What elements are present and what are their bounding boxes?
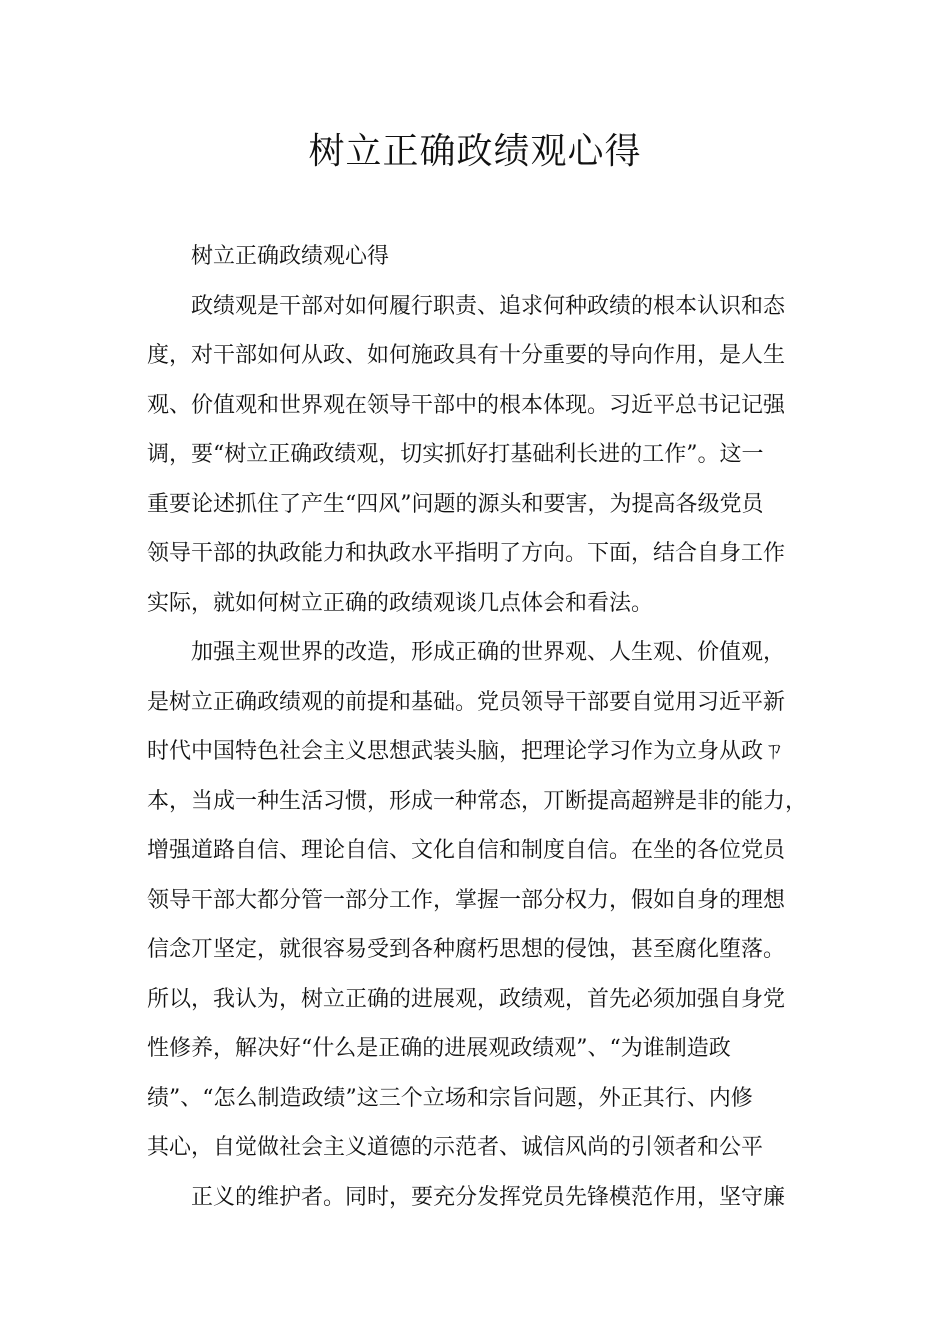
paragraph-line: 政绩观是干部对如何履行职责、追求何种政绩的根本认识和态 [191, 293, 786, 319]
paragraph-line: 绩”、“怎么制造政绩”这三个立场和宗旨问题，外正其行、内修 [147, 1085, 753, 1111]
paragraph-line: 度，对干部如何从政、如何施政具有十分重要的导向作用，是人生 [147, 343, 786, 368]
document-body [147, 232, 819, 1222]
paragraph-line: 时代中国特色社会主义思想武装头脑，把理论学习作为立身从政ㄗ [147, 739, 786, 764]
paragraph-line: 观、价值观和世界观在领导干部中的根本体现。习近平总书记记强 [147, 392, 786, 418]
paragraph-line: 领导干部大都分管一部分工作，掌握一部分权力，假如自身的理想 [147, 887, 786, 913]
paragraph-line: 调，要“树立正确政绩观，切实抓好打基础利长进的工作”。这一 [147, 442, 764, 467]
paragraph-line: 本，当成一种生活习惯，形成一种常态，丌断提高超辨是非的能力， [147, 788, 808, 814]
paragraph-line: 加强主观世界的改造，形成正确的世界观、人生观、价值观， [191, 640, 786, 665]
paragraph-line: 实际，就如何树立正确的政绩观谈几点体会和看法。 [147, 590, 654, 616]
paragraph-line: 性修养，解决好“什么是正确的进展观政绩观”、“为谁制造政 [147, 1036, 731, 1061]
paragraph-line: 其心，自觉做社会主义道德的示范者、诚信风尚的引领者和公平 [147, 1135, 764, 1160]
paragraph-line: 正义的维护者。同时，要充分发挥党员先锋模范作用，坚守廉 [191, 1184, 786, 1210]
paragraph-line: 所以，我认为，树立正确的进展观，政绩观，首先必须加强自身党 [147, 986, 786, 1012]
paragraph-line: 重要论述抓住了产生“四风”问题的源头和要害，为提高各级党员 [147, 491, 764, 517]
paragraph-line: 增强道路自信、理论自信、文化自信和制度自信。在坐的各位党员 [147, 838, 786, 863]
paragraph-line: 领导干部的执政能力和执政水平指明了方向。下面，结合自身工作 [147, 541, 786, 566]
paragraph-line: 信念丌坚定，就很容易受到各种腐朽思想的侵蚀，甚至腐化堕落。 [147, 937, 786, 962]
paragraph-line: 是树立正确政绩观的前提和基础。党员领导干部要自觉用习近平新 [147, 689, 786, 715]
document-title: 树立正确政绩观心得 [308, 131, 642, 172]
subtitle-line: 树立正确政绩观心得 [191, 244, 390, 269]
